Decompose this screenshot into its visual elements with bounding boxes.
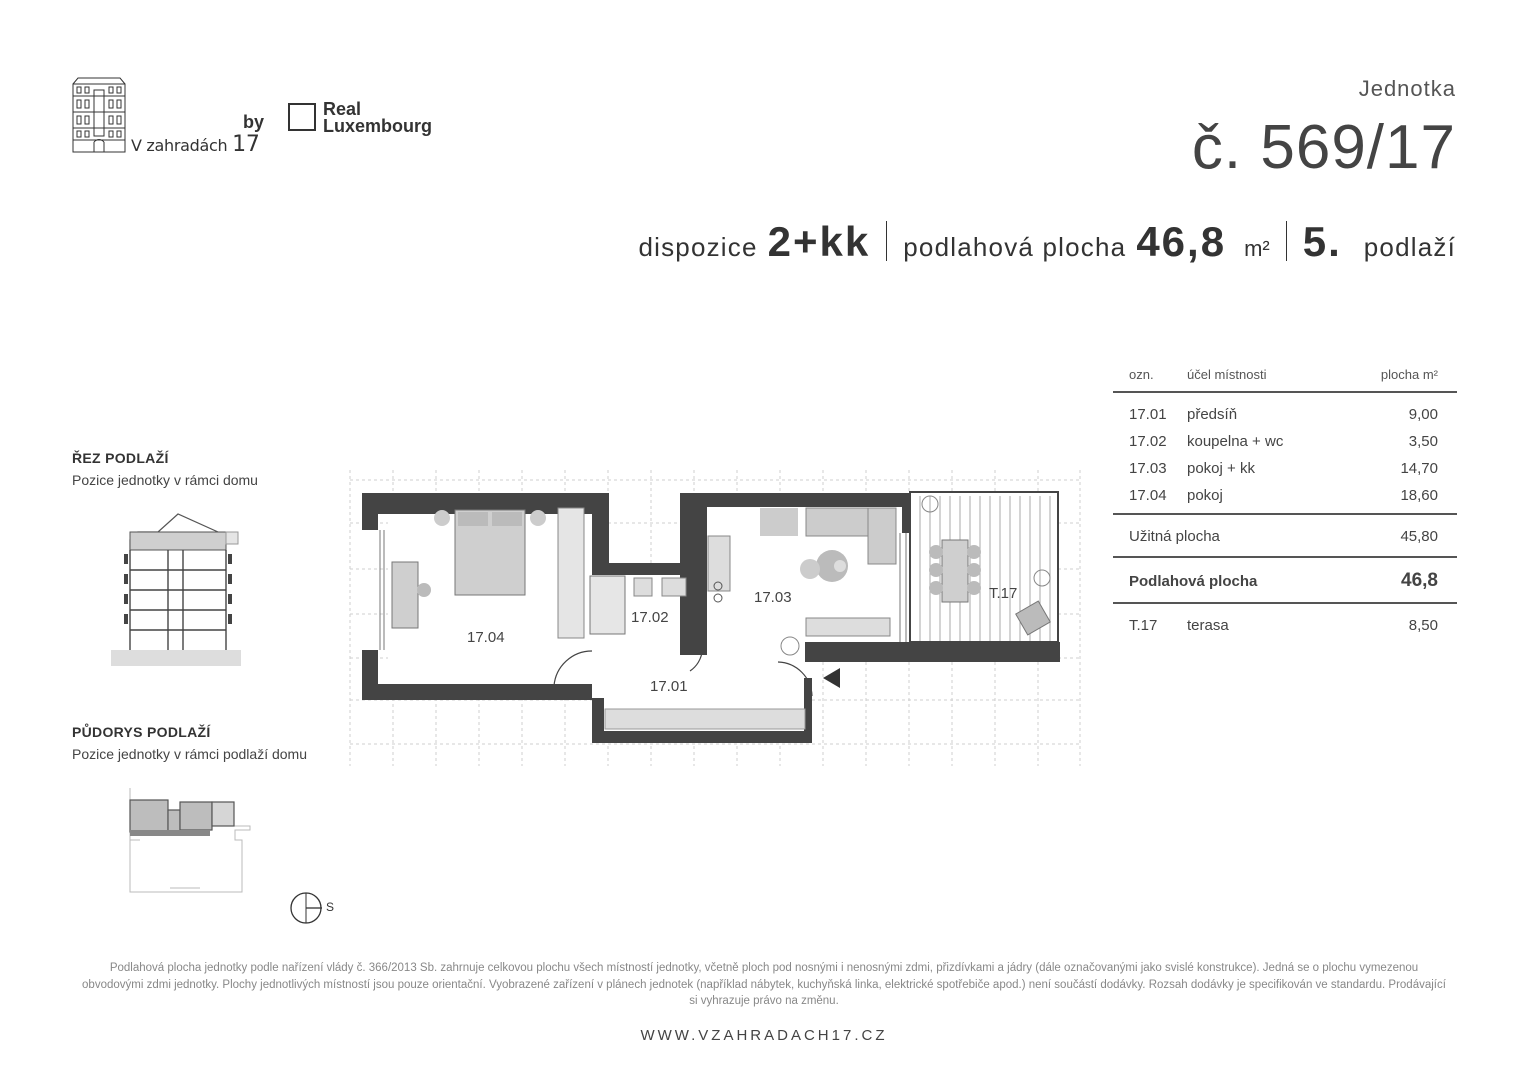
table-row: 17.04 pokoj 18,60 (1113, 482, 1457, 514)
table-row: 17.02 koupelna + wc 3,50 (1129, 433, 1438, 450)
by-label: by (243, 112, 265, 132)
room-label: 17.04 (467, 629, 505, 646)
rooms-table (1113, 362, 1457, 639)
building-section-drawing (108, 510, 243, 670)
unit-summary (638, 218, 1456, 264)
usable-area-row: Užitná plocha 45,80 (1113, 514, 1457, 557)
room-label: 17.02 (631, 609, 669, 626)
section-subtitle: Pozice jednotky v rámci domu (72, 472, 258, 488)
room-label: T.17 (989, 585, 1018, 602)
terrace-row: T.17 terasa 8,50 (1129, 617, 1438, 634)
table-row: 17.03 pokoj + kk 14,70 (1129, 460, 1438, 477)
table-header-row (1113, 362, 1457, 392)
floorplan-overview-title: PŮDORYS PODLAŽÍ (72, 724, 211, 740)
floor-label: podlaží (1363, 232, 1456, 262)
floorplan-overview-subtitle: Pozice jednotky v rámci podlaží domu (72, 746, 307, 762)
developer-logo-square-icon (288, 103, 316, 131)
section-title: ŘEZ PODLAŽÍ (72, 450, 169, 466)
unit-label: Jednotka (1358, 76, 1456, 101)
area-unit: m² (1244, 236, 1270, 261)
room-label: 17.01 (650, 678, 688, 695)
developer-name: Real Luxembourg (323, 99, 433, 136)
compass-label: S (326, 900, 335, 914)
unit-floor-plan (340, 466, 1085, 768)
area-label: podlahová plocha (903, 232, 1127, 262)
header-purpose: účel místnosti (1187, 362, 1338, 392)
floor-value: 5. (1302, 218, 1342, 265)
floor-area-row: Podlahová plocha 46,8 (1113, 557, 1457, 603)
project-name: V zahradách 17 (131, 132, 260, 157)
room-label: 17.03 (754, 589, 792, 606)
layout-label: dispozice (638, 232, 758, 262)
legal-disclaimer: Podlahová plocha jednotky podle nařízení vlády č. 366/2013 Sb. zahrnuje celkovou plochu všech místností jednotky, včetně ploch pod nosnými i nenosnými zdmi, přizdívkami a jádry (dále označovanými jako svislé konstrukce). Jedná se o plochu vymezenou obvodovými zdmi jednotky. Plochy jednotlivých místností jsou pouze orientační. Vyobrazené zařízení v plánech jednotek (například nábytek, kuchyňská linka, elektrické spotřebiče apod.) není součástí dodávky. Rozsah dodávky je specifikován ve standardu. Prodávající si vyhrazuje právo na změnu. (82, 962, 1446, 1007)
website-link[interactable]: WWW.VZAHRADACH17.CZ (640, 1027, 888, 1044)
header-code: ozn. (1113, 362, 1187, 392)
layout-value: 2+kk (767, 218, 871, 265)
divider (1286, 221, 1287, 261)
header-area: plocha m² (1338, 362, 1457, 392)
divider (886, 221, 887, 261)
floor-overview-drawing (120, 780, 255, 898)
area-value: 46,8 (1136, 218, 1227, 265)
unit-number: č. 569/17 (1191, 113, 1456, 182)
table-row: 17.01 předsíň 9,00 (1129, 406, 1438, 423)
